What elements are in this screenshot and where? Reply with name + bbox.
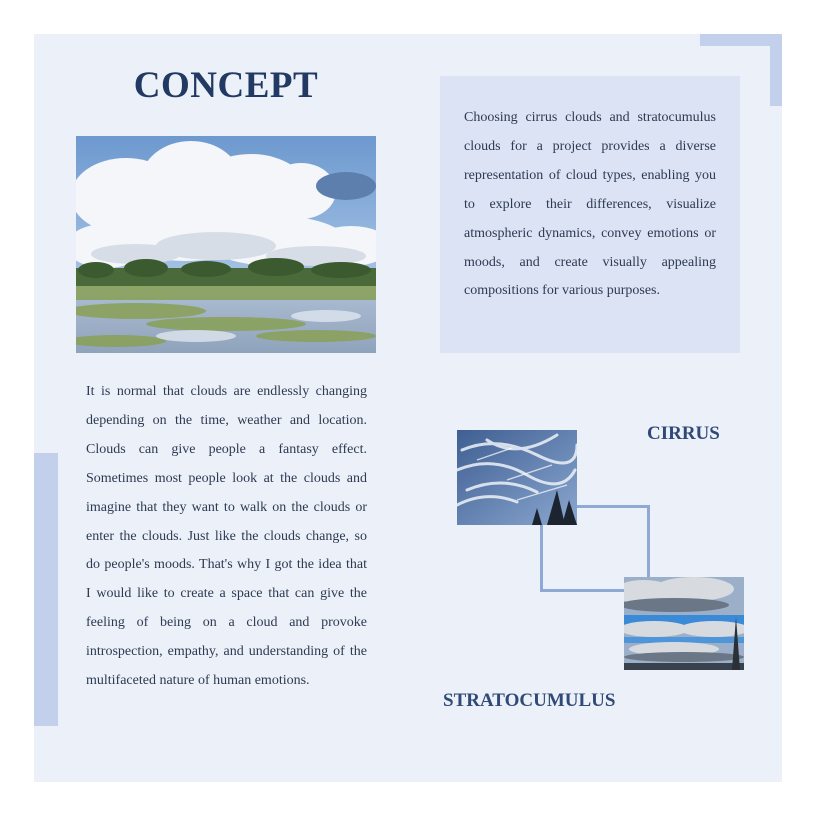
cirrus-label: CIRRUS (647, 423, 720, 444)
body-paragraph: It is normal that clouds are endlessly changing depending on the time, weather and location. Clouds can give people a fantasy effect. Sometimes most people look at the clouds and imagine that they want to walk on the clouds or enter the clouds. Just like the clouds change, so do people's moods. That's why I got the idea that I would like to create a space that can give the feeling of being on a cloud and provoke introspection, empathy, and understanding of the multifaceted nature of human emotions. (86, 384, 367, 689)
cirrus-cloud-photo (457, 430, 577, 525)
intro-text-box (440, 76, 740, 353)
corner-accent-side (770, 34, 782, 106)
intro-paragraph: Choosing cirrus clouds and stratocumulus clouds for a project provides a diverse representation of cloud types, enabling you to explore their differences, visualize atmospheric dynamics, convey emotions or moods, and create visually appealing compositions for various purposes. (464, 110, 716, 299)
wetland-cloud-photo (76, 136, 376, 353)
stratocumulus-label: STRATOCUMULUS (443, 690, 616, 711)
left-accent-bar (34, 453, 58, 726)
stratocumulus-cloud-photo (624, 577, 744, 670)
page-title: CONCEPT (133, 65, 319, 106)
